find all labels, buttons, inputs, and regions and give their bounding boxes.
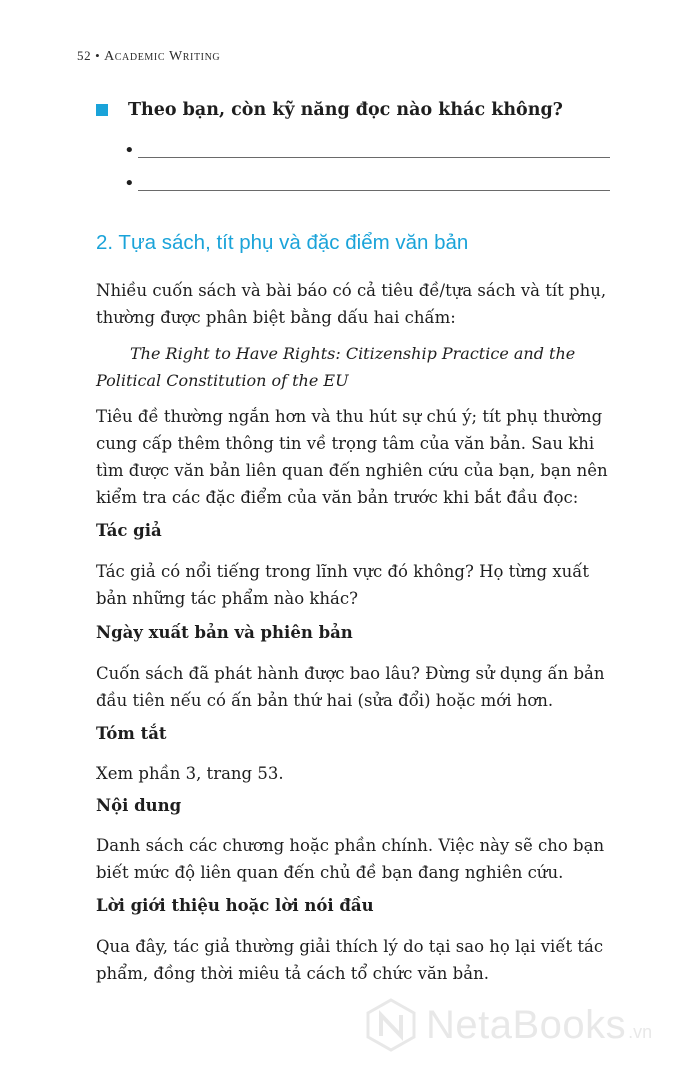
- feature-body-author: Tác giả có nổi tiếng trong lĩnh vực đó không? Họ từng xuất bản những tác phẩm nào khác?: [96, 562, 590, 608]
- question-text: Theo bạn, còn kỹ năng đọc nào khác không?: [128, 100, 563, 120]
- answer-line-2: [124, 173, 610, 193]
- running-head: [77, 48, 220, 65]
- watermark: [364, 993, 700, 1057]
- bullet-dot-icon: •: [124, 140, 135, 161]
- section-heading: 2. Tựa sách, tít phụ và đặc điểm văn bản: [96, 231, 469, 254]
- watermark-brand: NetaBooks: [426, 1002, 627, 1047]
- page-number: 52: [77, 48, 92, 63]
- book-title: Academic Writing: [104, 49, 221, 64]
- feature-title-abstract: Tóm tắt: [96, 724, 167, 743]
- answer-rule: [138, 156, 610, 158]
- feature-title-introduction: Lời giới thiệu hoặc lời nói đầu: [96, 896, 374, 915]
- header-separator: •: [95, 48, 101, 63]
- feature-title-publication-date: Ngày xuất bản và phiên bản: [96, 623, 353, 642]
- question-row: [96, 100, 616, 120]
- netabooks-logo-icon: [364, 998, 418, 1052]
- bullet-dot-icon: •: [124, 173, 135, 194]
- feature-body-publication-date: Cuốn sách đã phát hành được bao lâu? Đừng sử dụng ấn bản đầu tiên nếu có ấn bản thứ hai (sửa đổi) hoặc mới hơn.: [96, 664, 605, 710]
- watermark-suffix: .vn: [628, 1021, 653, 1042]
- feature-title-contents: Nội dung: [96, 796, 182, 815]
- feature-body-abstract: Xem phần 3, trang 53.: [96, 764, 284, 783]
- feature-body-introduction: Qua đây, tác giả thường giải thích lý do tại sao họ lại viết tác phẩm, đồng thời miêu tả cách tổ chức văn bản.: [96, 937, 604, 983]
- feature-body-contents: Danh sách các chương hoặc phần chính. Việc này sẽ cho bạn biết mức độ liên quan đến chủ đề bạn đang nghiên cứu.: [96, 836, 605, 882]
- answer-line-1: [124, 140, 610, 160]
- intro-paragraph: Nhiều cuốn sách và bài báo có cả tiêu đề/tựa sách và tít phụ, thường được phân biệt bằng dấu hai chấm:: [96, 281, 607, 327]
- explanation-paragraph: Tiêu đề thường ngắn hơn và thu hút sự chú ý; tít phụ thường cung cấp thêm thông tin về trọng tâm của văn bản. Sau khi tìm được văn bản liên quan đến nghiên cứu của bạn, bạn nên kiểm tra các đặc điểm của văn bản trước khi bắt đầu đọc:: [96, 407, 608, 507]
- square-bullet-icon: [96, 104, 108, 116]
- feature-title-author: Tác giả: [96, 521, 162, 540]
- example-title: The Right to Have Rights: Citizenship Practice and the Political Constitution of the EU: [96, 344, 576, 390]
- answer-rule: [138, 189, 610, 191]
